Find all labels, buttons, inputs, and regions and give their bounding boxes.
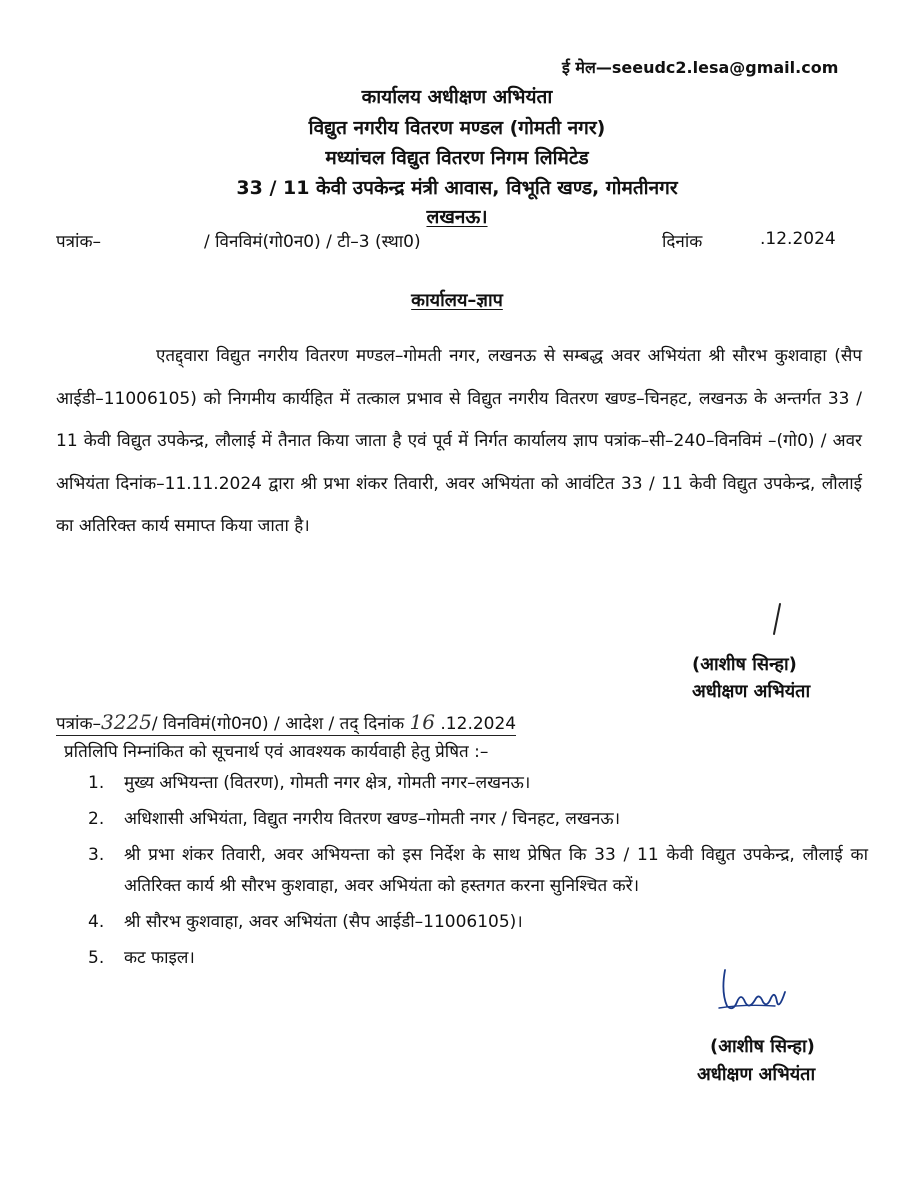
order-body-text: एतद्द्वारा विद्युत नगरीय वितरण मण्डल–गोमती नगर, लखनऊ से सम्बद्ध अवर अभियंता श्री सौरभ कुशवाहा (सैप आईडी–11006105) को निगमीय कार्यहित में तत्काल प्रभाव से विद्युत नगरीय वितरण खण्ड–चिनहट, लखनऊ के अन्तर्गत 33 / 11 केवी विद्युत उपकेन्द्र, लौलाई में तैनात किया जाता है एवं पूर्व में निर्गत कार्यालय ज्ञाप पत्रांक–सी–240–विनविमं –(गो0) / अवर अभियंता दिनांक–11.11.2024 द्वारा श्री प्रभा शंकर तिवारी, अवर अभियंता को आवंटित 33 / 11 केवी विद्युत उपकेन्द्र, लौलाई का अतिरिक्त कार्य समाप्त किया जाता है। — [56, 346, 862, 536]
office-title: कार्यालय अधीक्षण अभियंता — [361, 86, 553, 108]
reference-label: पत्रांक– — [56, 232, 101, 252]
list-item: 5. कट फाइल। — [88, 948, 195, 968]
list-item: 3. श्री प्रभा शंकर तिवारी, अवर अभियन्ता को इस निर्देश के साथ प्रेषित कि 33 / 11 केवी विद्युत उपकेन्द्र, लौलाई का अतिरिक्त कार्य श्री सौरभ कुशवाहा, अवर अभियंता को हस्तगत करना सुनिश्चित करें। — [88, 845, 868, 896]
handwritten-signature — [715, 962, 790, 1022]
document-title: कार्यालय–ज्ञाप — [411, 290, 503, 311]
signatory-designation-2: अधीक्षण अभियंता — [697, 1064, 816, 1085]
office-address: 33 / 11 केवी उपकेन्द्र मंत्री आवास, विभूति खण्ड, गोमतीनगर — [236, 177, 678, 199]
list-item: 2. अधिशासी अभियंता, विद्युत नगरीय वितरण खण्ड–गोमती नगर / चिनहट, लखनऊ। — [88, 809, 621, 829]
handwritten-reference-number: 3225 — [101, 710, 152, 734]
copy-recipient-list — [88, 768, 868, 979]
signatory-name-2: (आशीष सिन्हा) — [710, 1036, 815, 1057]
list-item: 1. मुख्य अभियन्ता (वितरण), गोमती नगर क्षेत्र, गोमती नगर–लखनऊ। — [88, 773, 531, 793]
corporation-name: मध्यांचल विद्युत वितरण निगम लिमिटेड — [325, 147, 589, 169]
copy-intro: प्रतिलिपि निम्नांकित को सूचनार्थ एवं आवश्यक कार्यवाही हेतु प्रेषित :– — [64, 742, 489, 762]
division-name: विद्युत नगरीय वितरण मण्डल (गोमती नगर) — [308, 117, 606, 139]
signatory-name-1: (आशीष सिन्हा) — [692, 654, 797, 675]
email-address: ई मेल—seeudc2.lesa@gmail.com — [562, 58, 839, 77]
date-label: दिनांक — [662, 232, 703, 252]
reference-code: / विनविमं(गो0न0) / टी–3 (स्था0) — [204, 232, 421, 252]
signatory-designation-1: अधीक्षण अभियंता — [692, 681, 811, 702]
list-item: 4. श्री सौरभ कुशवाहा, अवर अभियंता (सैप आईडी–11006105)। — [88, 912, 523, 932]
handwritten-day: 16 — [409, 710, 435, 734]
office-city: लखनऊ। — [426, 206, 488, 228]
date-value: .12.2024 — [760, 229, 836, 249]
pen-tick-mark — [760, 600, 790, 640]
copy-reference-line: पत्रांक–3225/ विनविमं(गो0न0) / आदेश / तद् दिनांक 16 .12.2024 — [56, 710, 517, 734]
